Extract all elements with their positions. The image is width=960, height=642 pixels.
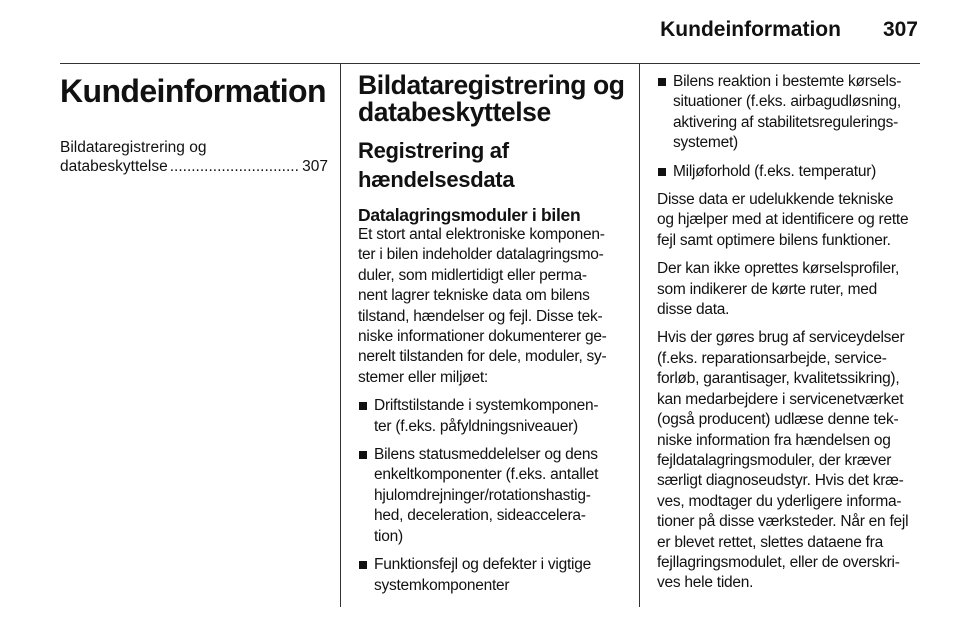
text-line: Bilens reaktion i bestemte kørsels- (673, 73, 902, 90)
column-divider-left (340, 64, 341, 607)
text-line: hjulomdrejninger/rotationshastig- (374, 486, 591, 504)
subsection-heading (358, 136, 622, 194)
toc-entry-page: 307 (302, 158, 328, 175)
running-header (0, 18, 918, 48)
bullet-square-icon (359, 561, 367, 569)
bullet-square-icon (359, 451, 367, 459)
text-line: tion) (374, 527, 403, 545)
text-line: tioner på disse værksteder. Når en fejl (657, 513, 909, 531)
text-line: (også producent) udlæse denne tek- (657, 411, 899, 429)
text-line: forløb, garantisager, kvalitetssikring), (657, 370, 900, 388)
text-line: nent lagrer tekniske data om bilens (358, 287, 590, 305)
section-heading-line: databeskyttelse (358, 97, 551, 127)
subsection-heading-line: hændelsesdata (358, 167, 515, 192)
toc-entry[interactable] (60, 138, 328, 176)
text-line: aktivering af stabilitetsregulerings- (673, 113, 899, 131)
page-number: 307 (882, 18, 918, 41)
text-line: er blevet rettet, slettes dataene fra (657, 533, 883, 551)
bullet-list (358, 396, 622, 596)
subsubsection-heading: Datalagringsmoduler i bilen (358, 205, 581, 225)
list-item (358, 445, 622, 547)
section-heading-line: Bildataregistrering og (358, 70, 625, 100)
text-line: Et stort antal elektroniske komponen- (358, 226, 605, 243)
intro-paragraph (358, 225, 622, 388)
text-line: hed, deceleration, sideaccelera- (374, 507, 586, 525)
list-item (657, 72, 923, 154)
subsection-heading-line: Registrering af (358, 138, 509, 163)
column-divider-right (639, 64, 640, 607)
left-column (60, 72, 328, 176)
text-line: Funktionsfejl og defekter i vigtige (374, 556, 591, 574)
list-item (657, 162, 923, 182)
toc-entry-row (60, 157, 328, 176)
toc-entry-line2: databeskyttelse (60, 158, 168, 175)
middle-column (358, 70, 625, 604)
text-line: Hvis der gøres brug af serviceydelser (657, 329, 905, 347)
text-line: Driftstilstande i systemkomponen- (374, 397, 599, 415)
text-line: disse data. (657, 301, 730, 319)
text-line: ter i bilen indeholder datalagringsmo- (358, 246, 604, 264)
text-line: tilstand, hændelser og fejl. Disse tek- (358, 307, 603, 325)
text-line: enkeltkomponenter (f.eks. antallet (374, 466, 599, 484)
section-heading (358, 70, 625, 127)
text-line: fejllagringsmodulet, eller de overskri- (657, 553, 900, 571)
text-line: Der kan ikke oprettes kørselsprofiler, (657, 260, 900, 278)
text-line: Bilens statusmeddelelser og dens (374, 446, 598, 464)
right-column (657, 72, 923, 602)
chapter-title: Kundeinformation (60, 73, 326, 109)
text-line: kan medarbejdere i servicenetværket (657, 390, 904, 408)
text-line: ves hele tiden. (657, 574, 754, 592)
text-line: og hjælper med at identificere og rette (657, 211, 909, 229)
bullet-square-icon (359, 402, 367, 410)
text-line: Miljøforhold (f.eks. temperatur) (673, 162, 877, 180)
header-divider (60, 63, 920, 64)
list-item (358, 555, 622, 596)
paragraph-no-profiles (657, 259, 923, 320)
text-line: niske informationer dokumenterer ge- (358, 328, 607, 346)
text-line: stemer eller miljøet: (358, 368, 488, 386)
bullet-list (657, 72, 923, 182)
paragraph-technical-data (657, 190, 923, 251)
text-line: nerelt tilstanden for dele, moduler, sy- (358, 348, 607, 366)
text-line: situationer (f.eks. airbagudløsning, (673, 93, 901, 111)
text-line: ter (f.eks. påfyldningsniveauer) (374, 417, 578, 435)
bullet-square-icon (658, 78, 666, 86)
text-line: (f.eks. reparationsarbejde, service- (657, 349, 887, 367)
text-line: fejl samt optimere bilens funktioner. (657, 231, 891, 249)
text-line: systemet) (673, 134, 738, 152)
text-line: ves, modtager du yderligere informa- (657, 492, 902, 510)
text-line: niske information fra hændelsen og (657, 431, 891, 449)
text-line: fejldatalagringsmoduler, der kræver (657, 451, 892, 469)
toc-entry-line1: Bildataregistrering og (60, 139, 207, 156)
text-line: duler, som midlertidigt eller perma- (358, 266, 587, 284)
paragraph-service (657, 328, 923, 593)
header-title: Kundeinformation (660, 18, 841, 41)
bullet-square-icon (658, 168, 666, 176)
text-line: Disse data er udelukkende tekniske (657, 191, 894, 209)
text-line: særligt diagnoseudstyr. Hvis det kræ- (657, 472, 904, 490)
list-item (358, 396, 622, 437)
text-line: systemkomponenter (374, 576, 510, 594)
text-line: som indikerer de kørte ruter, med (657, 280, 878, 298)
toc-leader-dots (170, 157, 300, 176)
